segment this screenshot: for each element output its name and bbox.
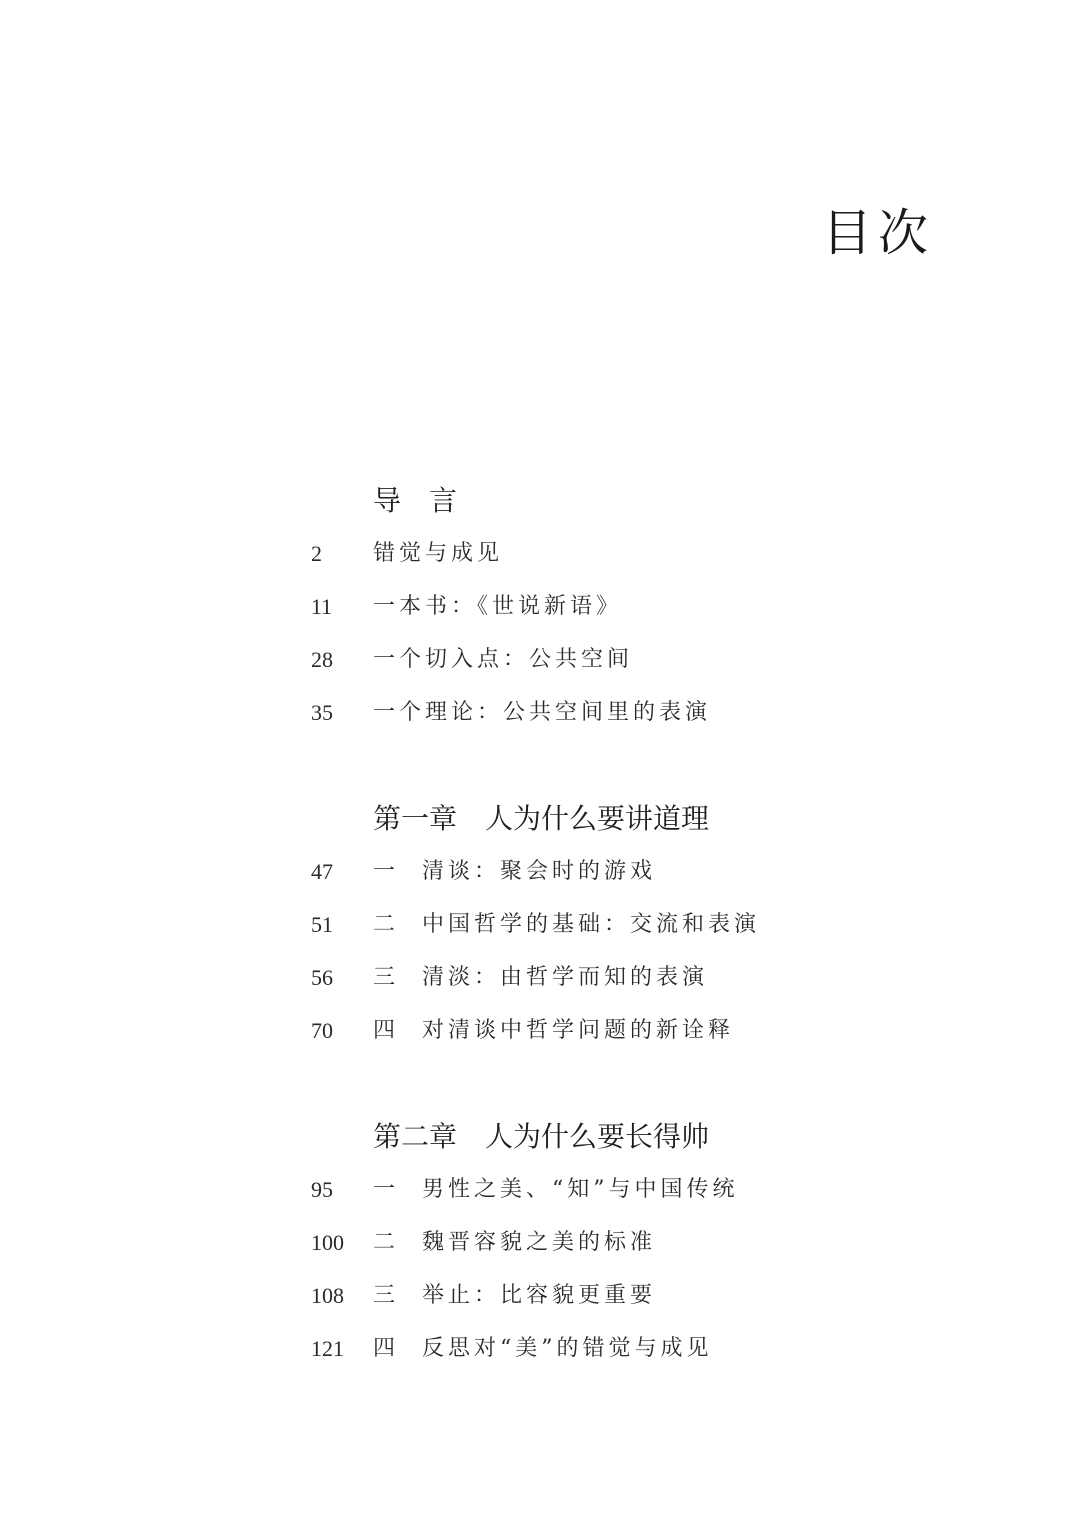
entry-ordinal: 一 xyxy=(373,859,396,884)
page-number: 35 xyxy=(311,700,333,725)
toc-entry[interactable] xyxy=(0,857,1080,887)
page-number: 100 xyxy=(311,1230,344,1255)
page-number: 70 xyxy=(311,1018,333,1043)
entry-ordinal: 四 xyxy=(373,1018,396,1043)
entry-ordinal: 二 xyxy=(373,912,396,937)
entry-title: 清淡：由哲学而知的表演 xyxy=(422,965,709,990)
entry-title: 一个理论：公共空间里的表演 xyxy=(373,700,712,725)
entry-title: 错觉与成见 xyxy=(373,541,504,566)
entry-ordinal: 二 xyxy=(373,1230,396,1255)
section-heading-chapter-1: 第一章 人为什么要讲道理 xyxy=(373,802,710,835)
entry-title: 对清谈中哲学问题的新诠释 xyxy=(422,1018,735,1043)
toc-entry[interactable] xyxy=(0,1016,1080,1046)
toc-entry[interactable] xyxy=(0,1334,1080,1364)
toc-entry[interactable] xyxy=(0,1281,1080,1311)
entry-title: 清谈：聚会时的游戏 xyxy=(422,859,657,884)
toc-entry[interactable] xyxy=(0,592,1080,622)
page-title: 目次 xyxy=(822,204,934,262)
page-number: 56 xyxy=(311,965,333,990)
toc-entry[interactable] xyxy=(0,910,1080,940)
page-number: 2 xyxy=(311,541,322,566)
toc-entry[interactable] xyxy=(0,698,1080,728)
entry-ordinal: 四 xyxy=(373,1336,396,1361)
page-number: 108 xyxy=(311,1283,344,1308)
page-number: 28 xyxy=(311,647,333,672)
page-number: 11 xyxy=(311,594,333,619)
entry-ordinal: 三 xyxy=(373,965,396,990)
page-number: 121 xyxy=(311,1336,344,1361)
entry-title: 魏晋容貌之美的标准 xyxy=(422,1230,657,1255)
toc-entry[interactable] xyxy=(0,645,1080,675)
page-number: 95 xyxy=(311,1177,333,1202)
entry-title: 男性之美、“知”与中国传统 xyxy=(422,1177,739,1202)
toc-entry[interactable] xyxy=(0,963,1080,993)
entry-title: 举止：比容貌更重要 xyxy=(422,1283,657,1308)
entry-title: 一本书：《世说新语》 xyxy=(373,594,623,619)
entry-title: 一个切入点：公共空间 xyxy=(373,647,634,672)
section-heading-chapter-2: 第二章 人为什么要长得帅 xyxy=(373,1120,710,1153)
toc-entry[interactable] xyxy=(0,1228,1080,1258)
toc-entry[interactable] xyxy=(0,1175,1080,1205)
section-heading-intro: 导 言 xyxy=(373,484,458,517)
page-number: 47 xyxy=(311,859,333,884)
entry-title: 反思对“美”的错觉与成见 xyxy=(422,1336,713,1361)
entry-ordinal: 三 xyxy=(373,1283,396,1308)
entry-ordinal: 一 xyxy=(373,1177,396,1202)
entry-title: 中国哲学的基础：交流和表演 xyxy=(422,912,761,937)
toc-entry[interactable] xyxy=(0,539,1080,569)
page-number: 51 xyxy=(311,912,333,937)
